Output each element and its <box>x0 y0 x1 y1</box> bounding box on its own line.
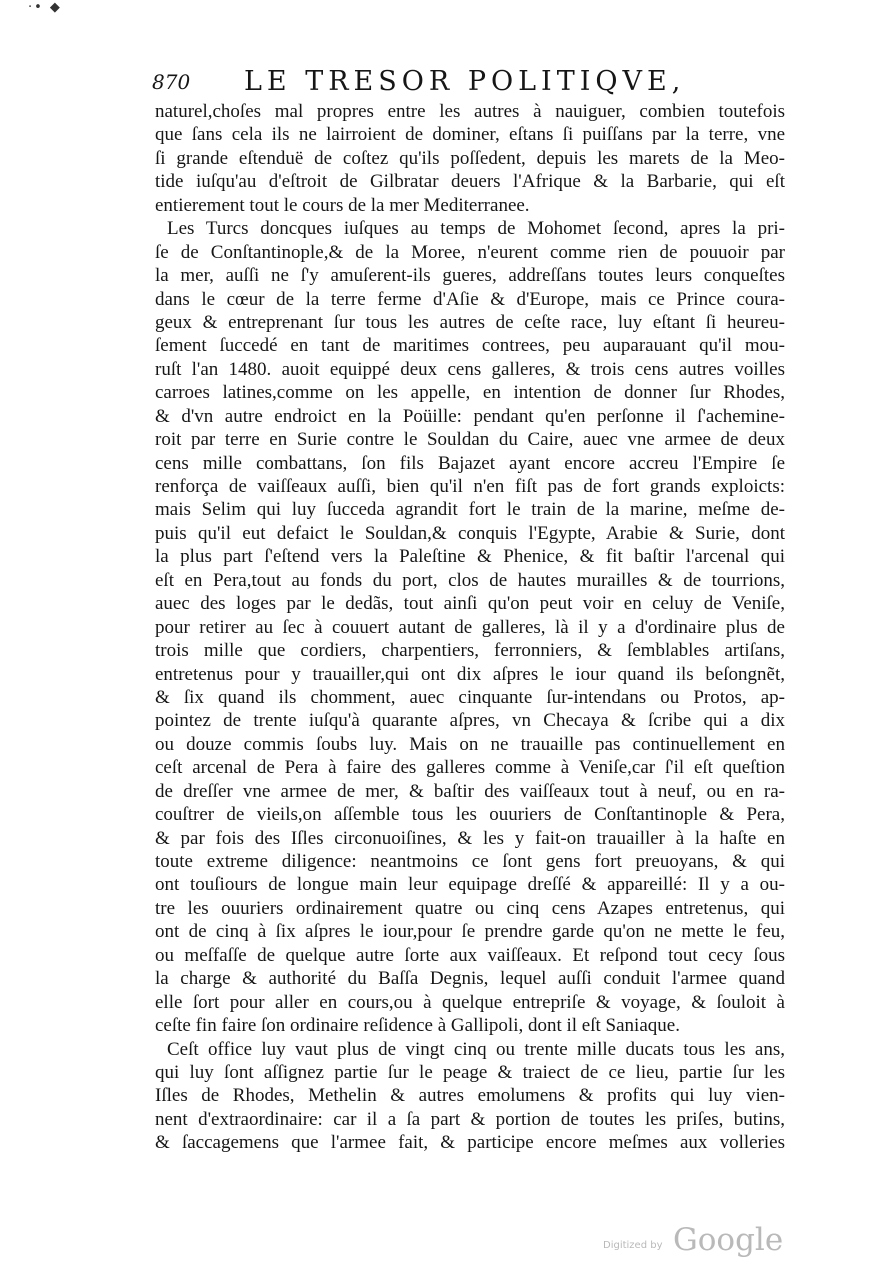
text-line: carroes latines,comme on les appelle, en intention de donner ſur Rhodes, <box>155 382 785 404</box>
watermark-digitized-text: Digitized by <box>603 1240 663 1251</box>
text-line: ont de cinq à ſix aſpres le iour,pour ſe prendre garde qu'on ne mette le feu, <box>155 921 785 943</box>
text-line: elle ſort pour aller en cours,ou à quelque entrepriſe & voyage, & ſouloit à <box>155 991 785 1013</box>
text-line: ruſt l'an 1480. auoit equippé deux cens galleres, & trois cens autres voilles <box>155 358 785 380</box>
running-title: LE TRESOR POLITIQVE, <box>244 66 686 97</box>
text-line: eſt en Pera,tout au fonds du port, clos de hautes murailles & de tourrions, <box>155 569 785 591</box>
text-line: trois mille que cordiers, charpentiers, ferronniers, & ſemblables artiſans, <box>155 640 785 662</box>
text-line: dans le cœur de la terre ferme d'Aſie & d'Europe, mais ce Prince coura- <box>155 288 785 310</box>
text-line: naturel,choſes mal propres entre les autres à nauiguer, combien toutefois <box>155 101 785 122</box>
text-line: renforça de vaiſſeaux auſſi, bien qu'il n'en fiſt pas de fort grands exploicts: <box>155 476 785 497</box>
text-line: ſi grande eſtenduë de coſtez qu'ils poſſedent, depuis les marets de la Meo- <box>155 147 785 169</box>
text-line: ont touſiours de longue main leur equipage dreſſé & appareillé: Il y a ou- <box>155 874 785 896</box>
text-line: & ſaccagemens que l'armee fait, & participe encore meſmes aux volleries <box>155 1132 785 1154</box>
text-line: la charge & authorité du Baſſa Degnis, lequel auſſi conduit l'armee quand <box>155 968 785 990</box>
body-text <box>155 100 785 1155</box>
text-line: entierement tout le cours de la mer Mediterranee. <box>155 194 530 216</box>
text-line: & ſix quand ils chomment, auec cinquante ſur-intendans ou Protos, ap- <box>155 686 785 708</box>
text-line: ceſt arcenal de Pera à faire des galleres comme à Veniſe,car ſ'il eſt queſtion <box>155 757 785 779</box>
text-line: la mer, auſſi ne ſ'y amuſerent-ils gueres, addreſſans toutes leurs conqueſtes <box>155 265 785 287</box>
scan-marks: ·• ◆ <box>28 0 62 15</box>
text-line: ou douze commis ſoubs luy. Mais on ne trauaille pas continuellement en <box>155 733 785 755</box>
text-line: Iſles de Rhodes, Methelin & autres emolumens & profits qui luy vien- <box>155 1085 785 1107</box>
text-line: couſtrer de vieils,on aſſemble tous les ouuriers de Conſtantinople & Pera, <box>155 804 785 826</box>
text-line: auec des loges par le dedãs, tout ainſi qu'on peut voir en celuy de Veniſe, <box>155 593 785 615</box>
text-line: pour retirer au ſec à couuert autant de galleres, là il y a d'ordinaire plus de <box>155 616 785 638</box>
page-header <box>152 66 782 102</box>
text-line: tre les ouuriers ordinairement quatre ou cinq cens Azapes entretenus, qui <box>155 897 785 919</box>
text-line: Les Turcs doncques iuſques au temps de Mohomet ſecond, apres la pri- <box>167 218 785 240</box>
text-line: geux & entreprenant ſur tous les autres de ceſte race, luy eſtant ſi heureu- <box>155 311 785 333</box>
text-line: puis qu'il eut defaict le Souldan,& conquis l'Egypte, Arabie & Surie, dont <box>155 522 785 544</box>
text-line: cens mille combattans, ſon fils Bajazet ayant encore accreu l'Empire ſe <box>155 452 785 474</box>
text-line: ceſte fin faire ſon ordinaire reſidence à Gallipoli, dont il eſt Saniaque. <box>155 1015 680 1037</box>
text-line: Ceſt office luy vaut plus de vingt cinq ou trente mille ducats tous les ans, <box>167 1038 785 1060</box>
google-logo: Google <box>673 1222 784 1258</box>
text-line: pointez de trente iuſqu'à quarante aſpres, vn Checaya & ſcribe qui a dix <box>155 710 785 732</box>
text-line: de dreſſer vne armee de mer, & baſtir des vaiſſeaux tout à neuf, ou en ra- <box>155 780 785 802</box>
text-line: mais Selim qui luy ſucceda agrandit fort le train de la marine, meſme de- <box>155 499 785 521</box>
text-line: entretenus pour y trauailler,qui ont dix aſpres le iour quand ils beſongnẽt, <box>155 663 785 685</box>
text-line: & par fois des Iſles circonuoiſines, & les y fait-on trauailler à la haſte en <box>155 827 785 849</box>
text-line: la plus part ſ'eſtend vers la Paleſtine & Phenice, & fit baſtir l'arcenal qui <box>155 546 785 568</box>
text-line: ou meſfaſſe de quelque autre ſorte aux vaiſſeaux. Et reſpond tout cecy ſous <box>155 944 785 966</box>
text-line: roit par terre en Surie contre le Souldan du Caire, auec vne armee de deux <box>155 429 785 451</box>
text-line: nent d'extraordinaire: car il a ſa part & portion de toutes les priſes, butins, <box>155 1108 785 1130</box>
text-line: & d'vn autre endroict en la Poüille: pendant qu'en perſonne il ſ'achemine- <box>155 405 785 427</box>
text-line: qui luy ſont aſſignez partie ſur le peage & traiect de ce lieu, partie ſur les <box>155 1061 785 1083</box>
text-line: tide iuſqu'au d'eſtroit de Gilbratar deuers l'Afrique & la Barbarie, qui eſt <box>155 171 785 193</box>
text-line: toute extreme diligence: neantmoins ce ſont gens fort preuoyans, & qui <box>155 851 785 872</box>
text-line: que ſans cela ils ne lairroient de dominer, eſtans ſi puiſſans par la terre, vne <box>155 124 785 146</box>
text-line: ſe de Conſtantinople,& de la Moree, n'eurent comme rien de pouuoir par <box>155 241 785 263</box>
text-line: ſement ſuccedé en tant de maritimes contrees, peu auparauant qu'il mou- <box>155 335 785 357</box>
page-number: 870 <box>152 70 191 94</box>
google-watermark <box>603 1222 783 1262</box>
